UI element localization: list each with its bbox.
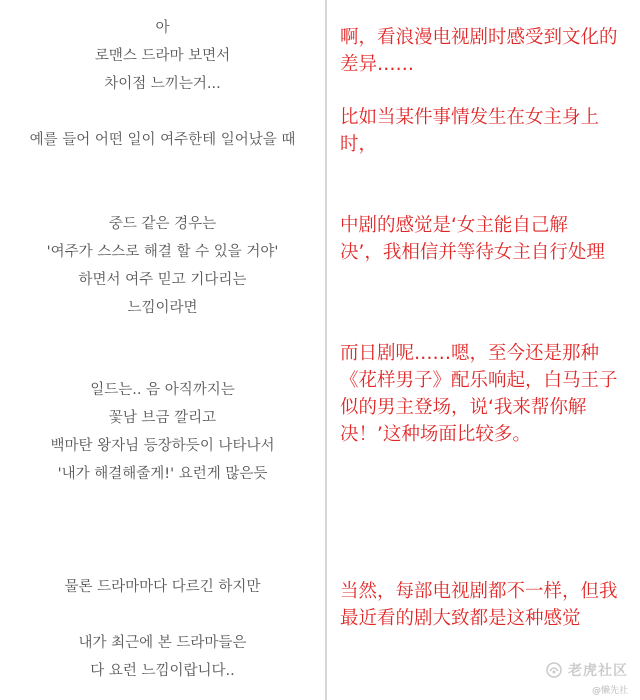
korean-block-2 bbox=[0, 210, 325, 322]
korean-line: 내가 최근에 본 드라마들은 bbox=[78, 635, 247, 651]
chinese-block-3 bbox=[340, 340, 638, 448]
chinese-line: 最近看的剧大致都是这种感觉 bbox=[340, 608, 581, 629]
chinese-line: 似的男主登场，说‘我来帮你解 bbox=[340, 397, 587, 418]
korean-block-4 bbox=[0, 573, 325, 685]
korean-line: 중드 같은 경우는 bbox=[108, 216, 217, 232]
watermark bbox=[546, 660, 628, 696]
watermark-site-name: 老虎社区 bbox=[568, 663, 628, 679]
chinese-line: 中剧的感觉是‘女主能自己解 bbox=[340, 215, 568, 236]
korean-block-3 bbox=[0, 376, 325, 488]
korean-line: 예를 들어 어떤 일이 여주한테 일어났을 때 bbox=[29, 132, 296, 148]
korean-line: 느낌이라면 bbox=[127, 300, 198, 316]
column-divider bbox=[325, 0, 327, 700]
watermark-user: @懒先社 bbox=[591, 686, 628, 696]
korean-line: 다 요런 느낌이랍니다.. bbox=[90, 663, 235, 679]
chinese-line: 时， bbox=[340, 134, 378, 155]
chinese-block-1 bbox=[340, 24, 638, 158]
chinese-block-4 bbox=[340, 578, 638, 632]
korean-line: 하면서 여주 믿고 기다리는 bbox=[78, 272, 247, 288]
chinese-line: 决’，我相信并等待女主自行处理 bbox=[340, 242, 605, 263]
korean-line: 물론 드라마마다 다르긴 하지만 bbox=[64, 579, 261, 595]
chinese-line: 当然，每部电视剧都不一样，但我 bbox=[340, 581, 618, 602]
tiger-community-logo-icon bbox=[546, 662, 562, 678]
korean-line: 로맨스 드라마 보면서 bbox=[94, 48, 231, 64]
chinese-line: 而日剧呢……嗯，至今还是那种 bbox=[340, 343, 600, 364]
korean-line: 차이점 느끼는거... bbox=[104, 76, 221, 92]
chinese-line: 差异…… bbox=[340, 54, 415, 75]
chinese-line: 《花样男子》配乐响起，白马王子 bbox=[340, 370, 618, 391]
chinese-line: 比如当某件事情发生在女主身上 bbox=[340, 107, 600, 128]
korean-line: 아 bbox=[155, 20, 170, 36]
korean-line: 꽃남 브금 깔리고 bbox=[108, 410, 217, 426]
korean-line: 일드는.. 음 아직까지는 bbox=[90, 382, 235, 398]
korean-line: '내가 해결해줄게!' 요런게 많은듯 bbox=[57, 466, 268, 482]
korean-line: '여주가 스스로 해결 할 수 있을 거야' bbox=[46, 244, 279, 260]
chinese-line: 决！’这种场面比较多。 bbox=[340, 424, 531, 445]
chinese-block-2 bbox=[340, 212, 638, 266]
korean-line: 백마탄 왕자님 등장하듯이 나타나서 bbox=[50, 438, 275, 454]
chinese-line: 啊，看浪漫电视剧时感受到文化的 bbox=[340, 27, 618, 48]
korean-block-1 bbox=[0, 14, 325, 154]
